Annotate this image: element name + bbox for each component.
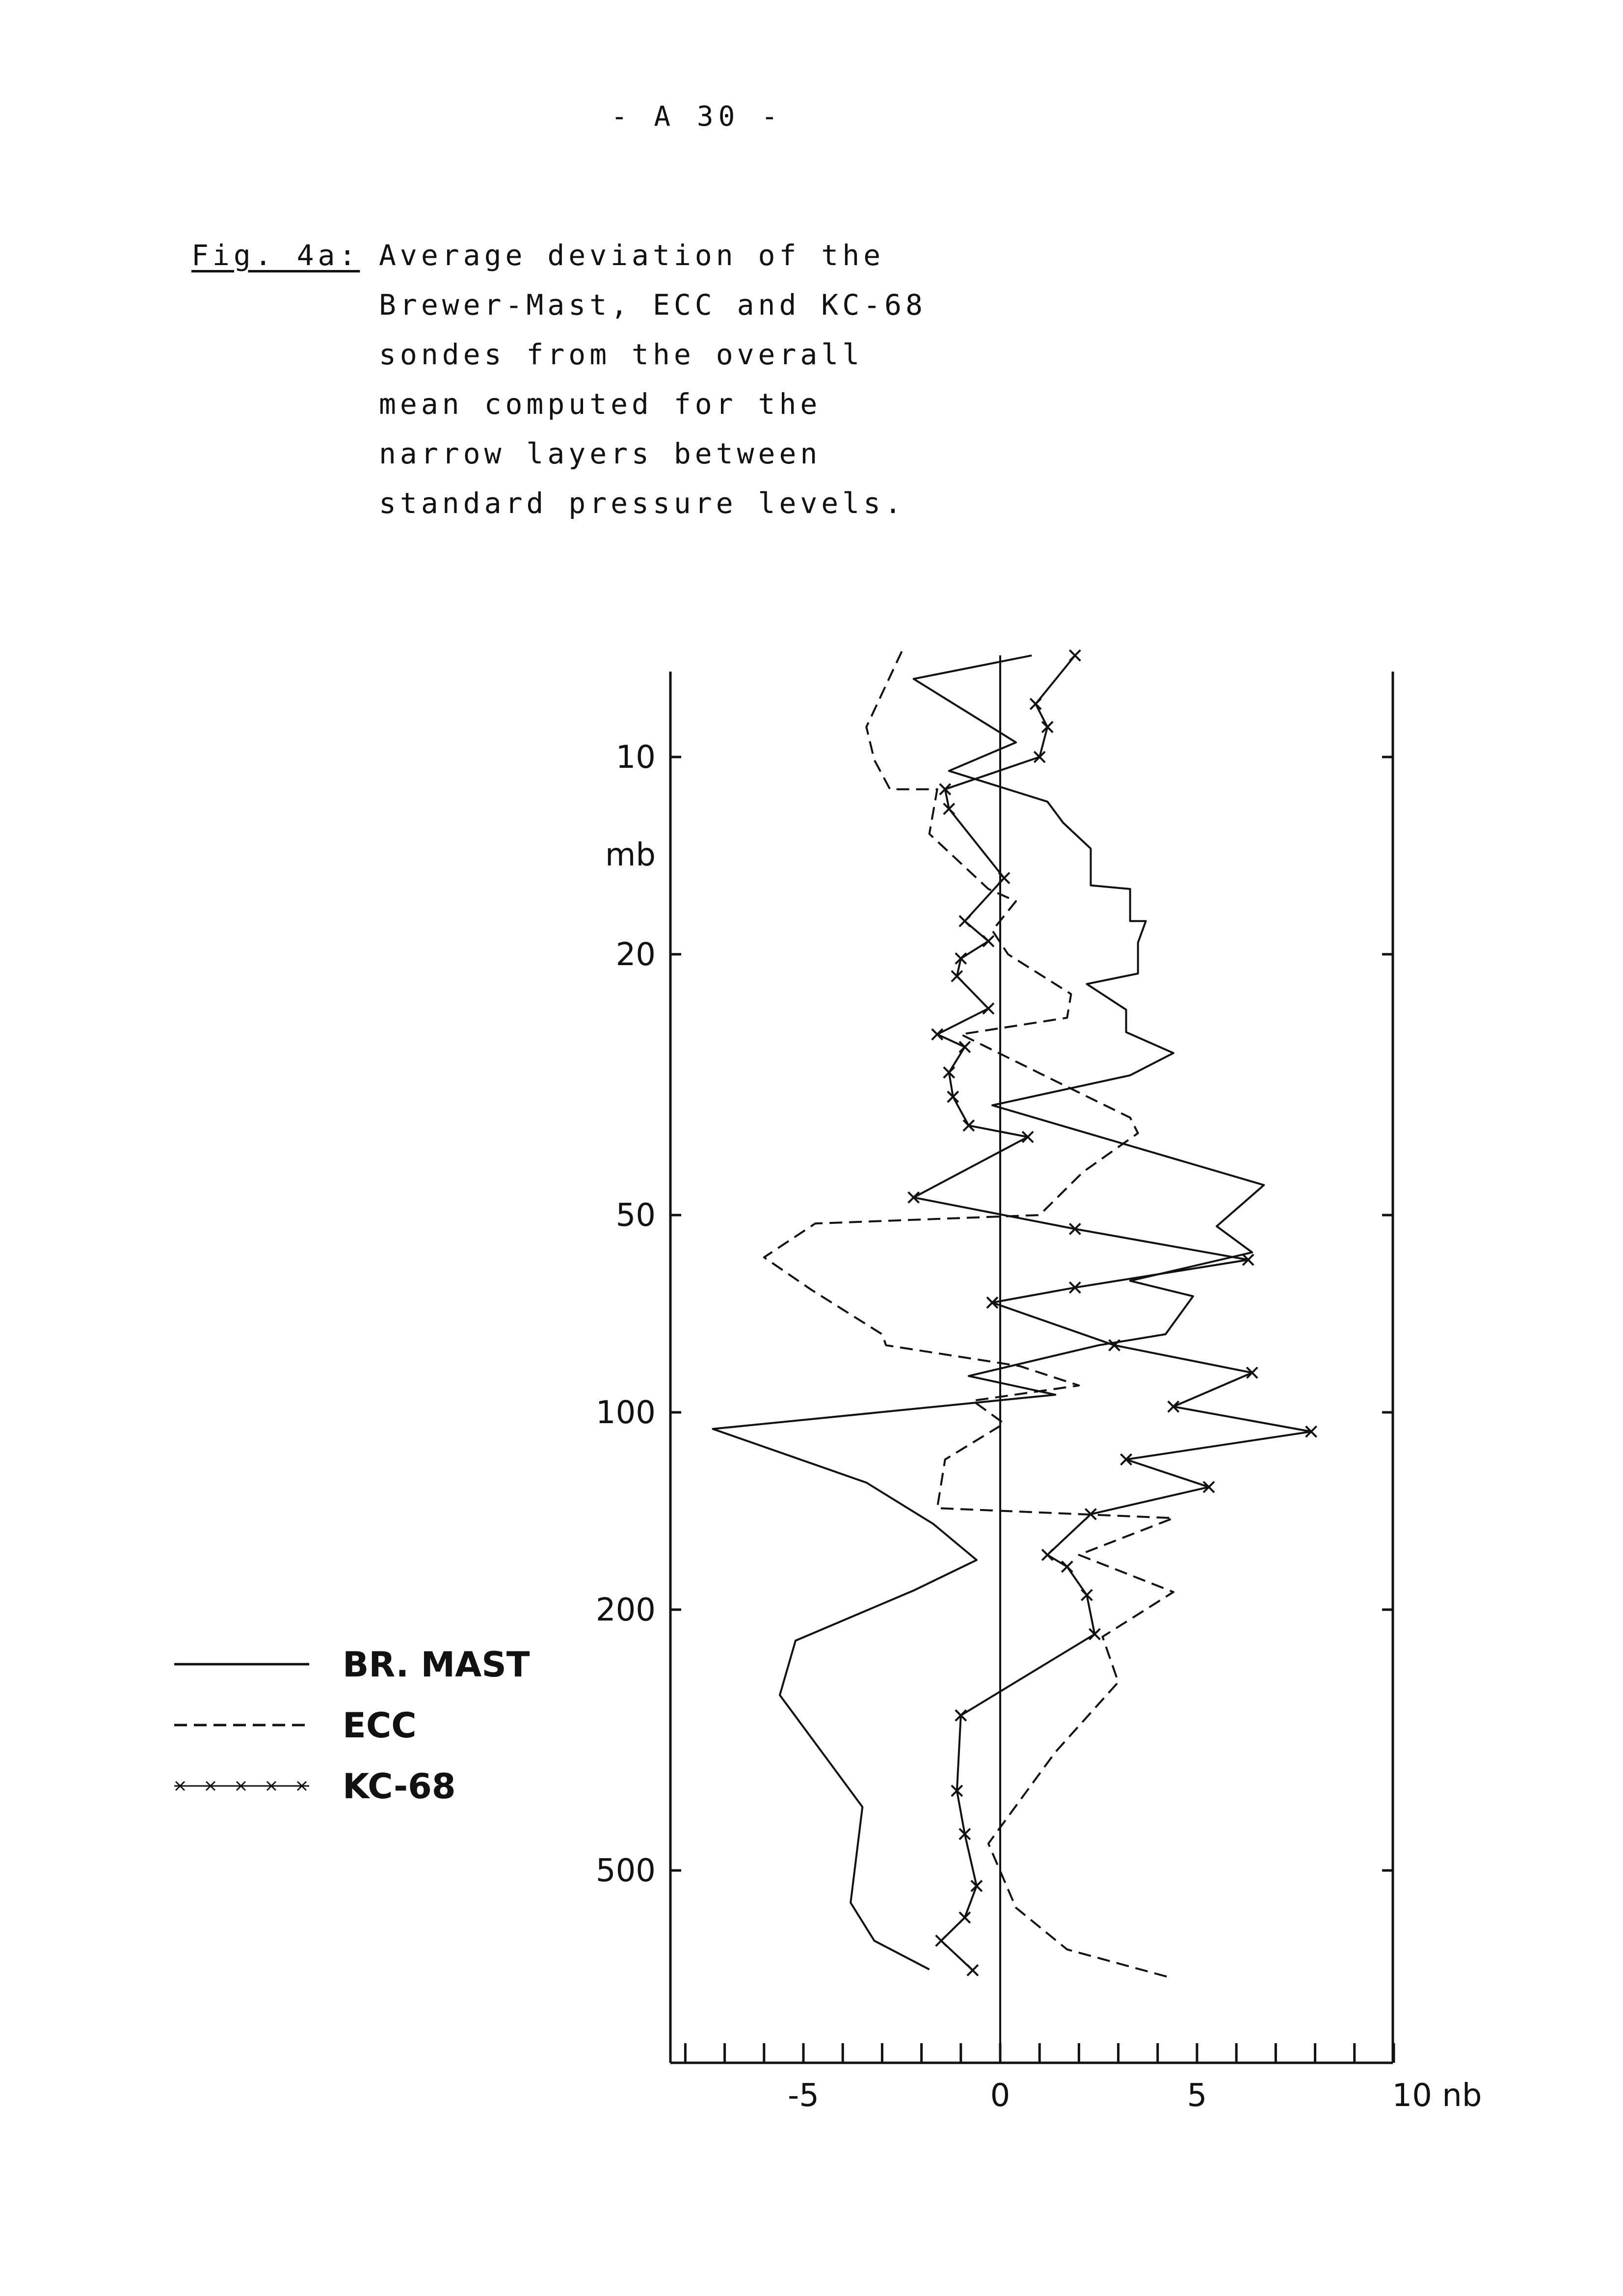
series-br-mast: [713, 655, 1264, 1970]
data-point-marker: [983, 1003, 994, 1014]
chart-series: [713, 650, 1317, 1977]
x-tick-label: 5: [1187, 2078, 1207, 2114]
data-point-marker: [967, 1965, 978, 1975]
caption-line: standard pressure levels.: [379, 486, 905, 520]
data-point-marker: [959, 1042, 970, 1053]
legend-label: BR. MAST: [343, 1645, 530, 1685]
data-point-marker: [936, 1935, 947, 1946]
y-tick-label: 500: [595, 1853, 656, 1890]
data-point-marker: [1069, 650, 1080, 661]
x-tick-label: 0: [990, 2078, 1011, 2114]
series-line: [764, 651, 1173, 1977]
data-point-marker: [932, 1029, 943, 1040]
series-kc-68: [908, 650, 1317, 1975]
y-tick-label: 10: [615, 739, 656, 776]
data-point-marker: [959, 916, 970, 926]
x-tick-label: -5: [788, 2078, 819, 2114]
data-point-marker: [983, 936, 994, 946]
y-unit-label: mb: [605, 837, 656, 874]
legend-entry: [174, 1645, 530, 1685]
caption-label: Fig. 4a:: [191, 239, 360, 272]
caption-line: sondes from the overall: [379, 338, 864, 371]
data-point-marker: [1042, 1549, 1053, 1560]
series-ecc: [764, 651, 1173, 1977]
y-tick-label: 20: [615, 936, 656, 973]
caption-line: Brewer-Mast, ECC and KC-68: [379, 288, 927, 322]
legend-entry: [174, 1766, 456, 1807]
data-point-marker: [959, 1912, 970, 1923]
legend-label: ECC: [343, 1705, 417, 1746]
page-number: - A 30 -: [611, 101, 783, 133]
series-line: [713, 655, 1264, 1970]
caption-line: narrow layers between: [379, 437, 822, 470]
y-tick-label: 100: [595, 1395, 656, 1431]
chart-axes: [596, 655, 1482, 2114]
y-tick-label: 50: [615, 1197, 656, 1234]
data-point-marker: [1062, 1561, 1072, 1572]
x-tick-label: 10 nb: [1392, 2078, 1482, 2114]
y-tick-label: 200: [595, 1592, 656, 1628]
legend-label: KC-68: [343, 1766, 456, 1807]
data-point-marker: [1030, 699, 1041, 709]
caption-line: mean computed for the: [379, 387, 822, 421]
chart-legend: [174, 1645, 530, 1807]
caption-line: Average deviation of the: [379, 239, 885, 272]
legend-entry: [174, 1705, 417, 1746]
series-line: [914, 655, 1311, 1970]
